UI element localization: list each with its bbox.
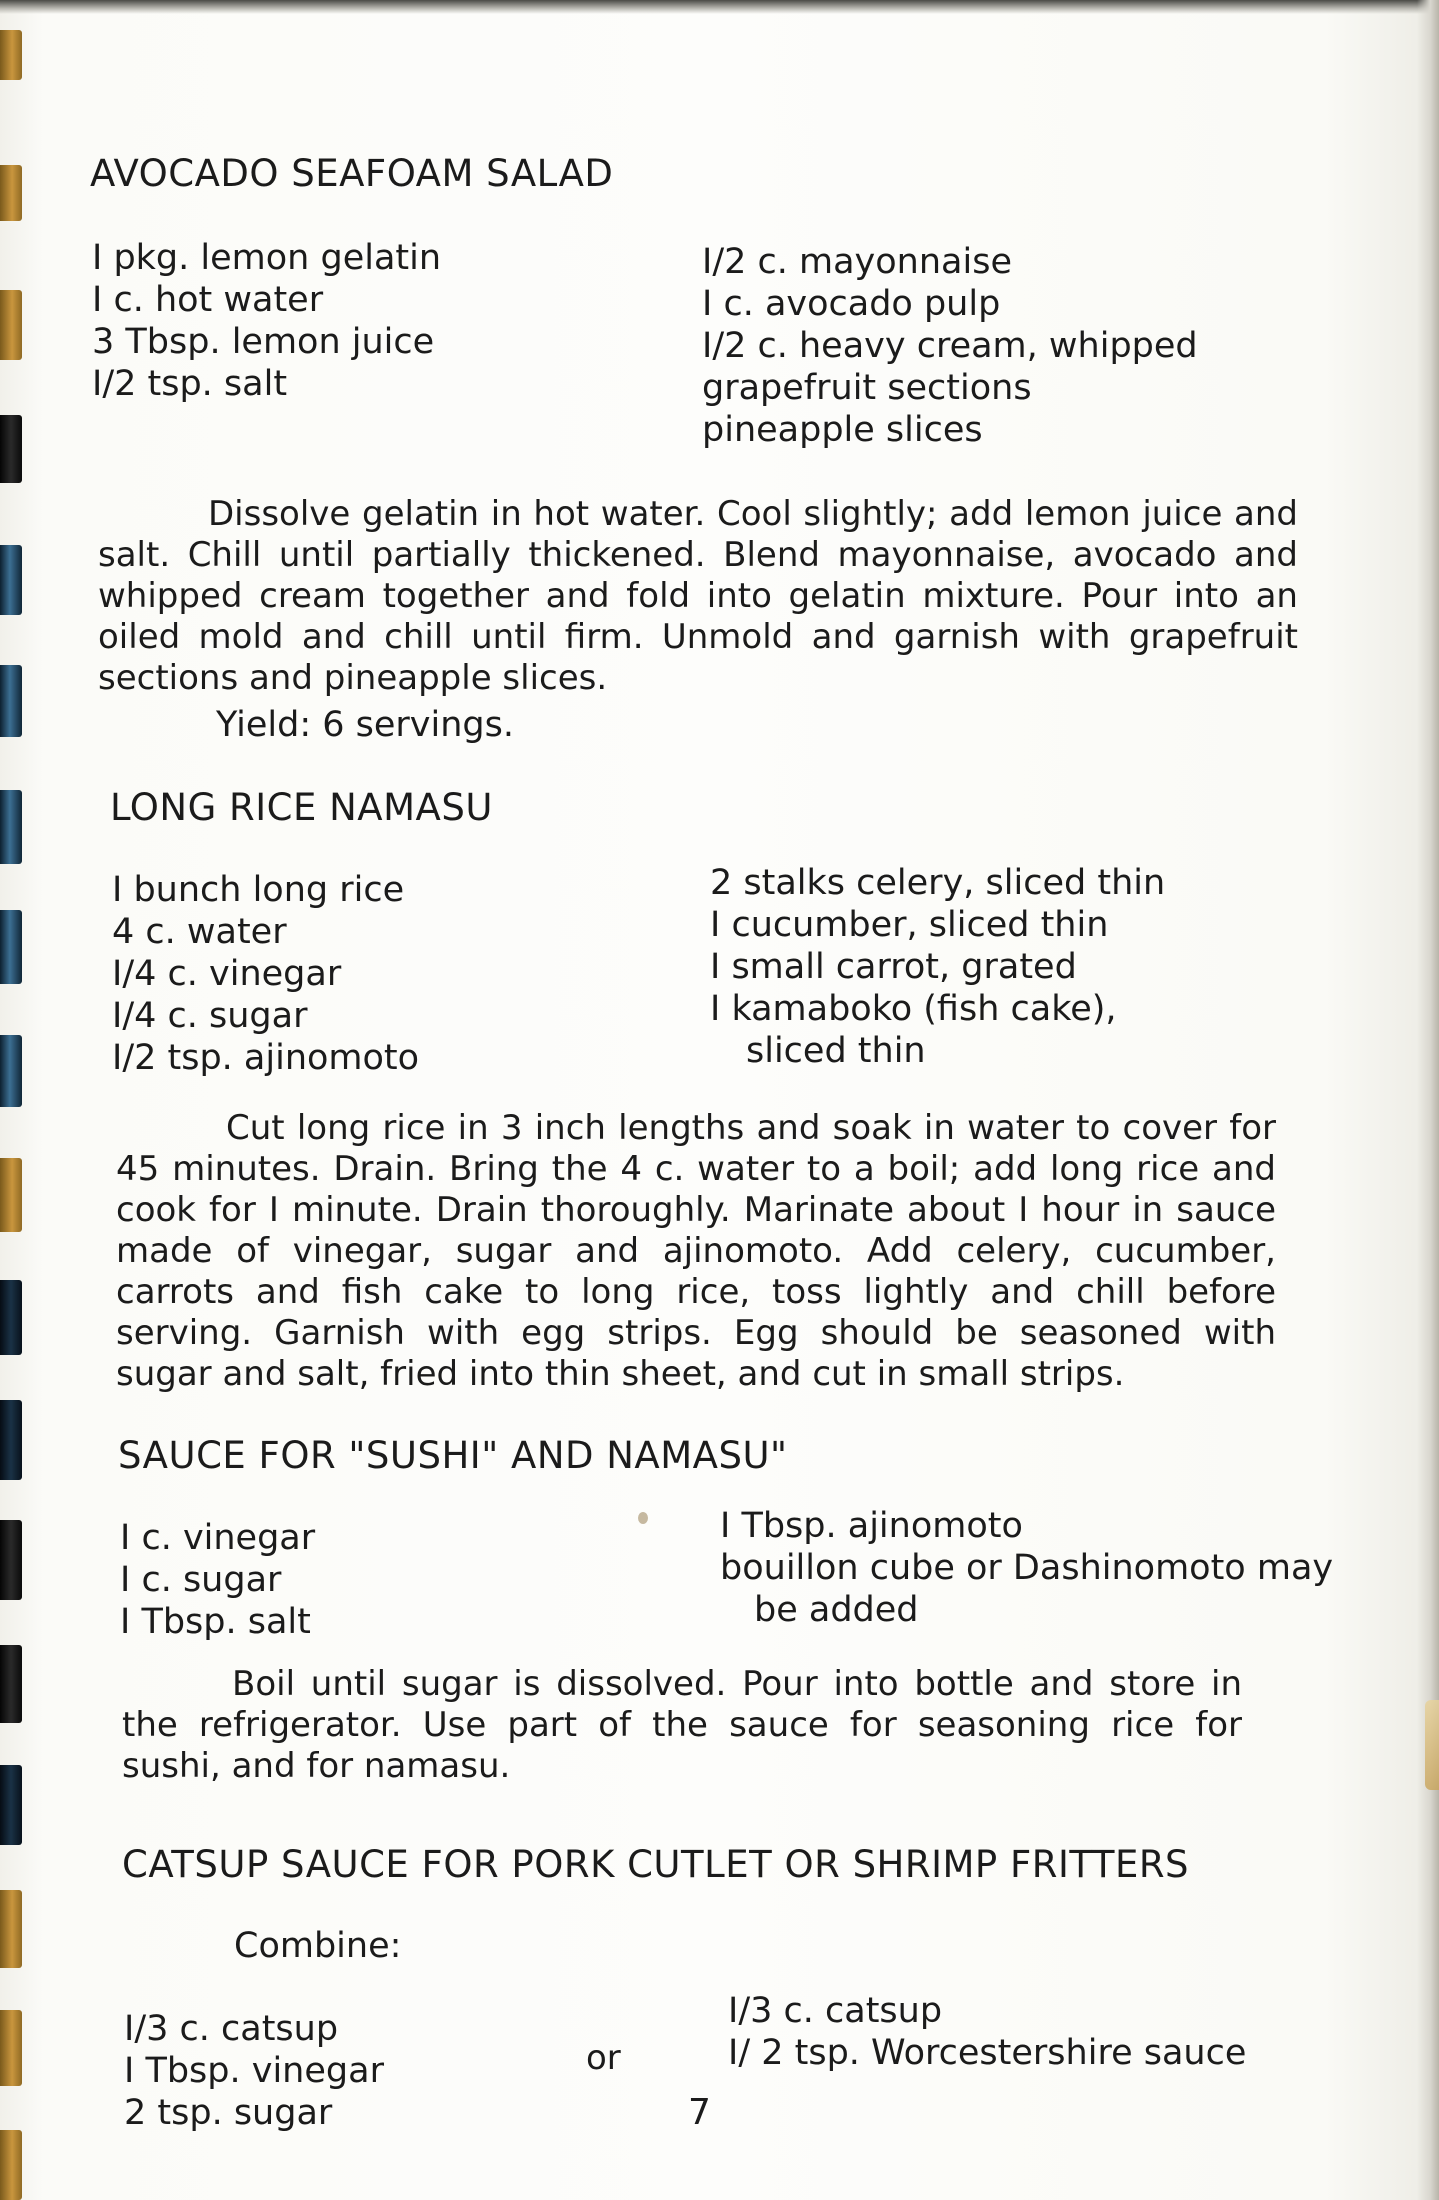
page-right-shadow [1417,0,1439,2200]
ingredient: I/2 tsp. salt [92,364,288,404]
ingredient: I c. avocado pulp [702,284,1001,324]
binding-ring [0,1520,22,1600]
ingredient: 3 Tbsp. lemon juice [92,322,435,362]
ingredient: I c. sugar [120,1560,282,1600]
ingredient: I pkg. lemon gelatin [92,238,442,278]
binding-ring [0,1645,22,1723]
ingredient: I Tbsp. ajinomoto [720,1506,1023,1546]
ingredient: sliced thin [746,1031,926,1071]
binding-ring [0,545,22,615]
ingredient-list-right [702,241,1198,451]
ingredient: I small carrot, grated [710,947,1077,987]
ingredient: I cucumber, sliced thin [710,905,1109,945]
binding-ring [0,1035,22,1107]
ingredient: I/2 tsp. ajinomoto [112,1038,420,1078]
ingredient: I Tbsp. vinegar [124,2051,384,2091]
or-separator: or [586,2038,621,2078]
ingredient: I/2 c. mayonnaise [702,242,1012,282]
binding-ring [0,665,22,737]
ingredient-list-right [728,1990,1246,2074]
ingredient: I/4 c. sugar [112,996,308,1036]
ingredient: I/3 c. catsup [728,1991,943,2031]
page-number: 7 [688,2092,711,2133]
ingredient: I/4 c. vinegar [112,954,342,994]
ingredient: I/2 c. heavy cream, whipped [702,326,1198,366]
binding-ring [0,2130,22,2200]
ingredient: 2 stalks celery, sliced thin [710,863,1166,903]
recipe-title: SAUCE FOR "SUSHI" AND NAMASU" [118,1434,788,1477]
ingredient: I/3 c. catsup [124,2009,339,2049]
ingredient-list-right [720,1505,1333,1631]
page-top-shadow [0,0,1439,14]
ingredient: I c. vinegar [120,1518,316,1558]
binding-ring [0,1890,22,1968]
recipe-yield: Yield: 6 servings. [216,705,514,745]
binding-ring [0,1280,22,1355]
paper-speck [638,1512,648,1524]
ingredient-list-left [120,1517,315,1643]
binding-ring [0,2010,22,2086]
recipe-title: CATSUP SAUCE FOR PORK CUTLET OR SHRIMP FRITTERS [122,1843,1190,1886]
ingredient-list-right [710,862,1165,1072]
ingredient: be added [754,1590,919,1630]
binding-ring [0,30,22,80]
tape-mark [1425,1700,1439,1790]
binding-ring [0,1400,22,1480]
binding-ring [0,790,22,864]
ingredient-list-left [92,237,441,405]
recipe-directions: Dissolve gelatin in hot water. Cool slightly; add lemon juice and salt. Chill until partially thickened. Blend mayonnaise, avocado and whipped cream together and fold into gelatin mixture. Pour into an oiled mold and chill until firm. Unmold and garnish with grapefruit sections and pineapple slices. [98,494,1298,698]
ingredient: I/ 2 tsp. Worcestershire sauce [728,2033,1247,2073]
recipe-title: AVOCADO SEAFOAM SALAD [90,152,614,195]
binding-ring [0,290,22,360]
recipe-directions: Boil until sugar is dissolved. Pour into bottle and store in the refrigerator. Use part of the sauce for seasoning rice for sushi, and for namasu. [122,1664,1242,1786]
binding-ring [0,165,22,221]
binding-ring [0,910,22,984]
ingredient: I kamaboko (fish cake), [710,989,1117,1029]
ingredient: bouillon cube or Dashinomoto may [720,1548,1334,1588]
ingredient: I c. hot water [92,280,324,320]
ingredient: grapefruit sections [702,368,1032,408]
ingredient: I bunch long rice [112,870,405,910]
binding-ring [0,1158,22,1232]
recipe-intro: Combine: [234,1926,402,1966]
ingredient: pineapple slices [702,410,983,450]
ingredient-list-left [112,869,419,1079]
recipe-directions: Cut long rice in 3 inch lengths and soak in water to cover for 45 minutes. Drain. Bring the 4 c. water to a boil; add long rice and cook for I minute. Drain thoroughly. Marinate about I hour in sauce made of vinegar, sugar and ajinomoto. Add celery, cucumber, carrots and fish cake to long rice, toss lightly and chill before serving. Garnish with egg strips. Egg should be seasoned with sugar and salt, fried into thin sheet, and cut in small strips. [116,1108,1276,1394]
ingredient: 4 c. water [112,912,287,952]
ingredient: I Tbsp. salt [120,1602,311,1642]
binding-ring [0,415,22,483]
binding-ring [0,1765,22,1845]
recipe-title: LONG RICE NAMASU [110,786,493,829]
ingredient-list-left [124,2008,384,2134]
ingredient: 2 tsp. sugar [124,2093,333,2133]
